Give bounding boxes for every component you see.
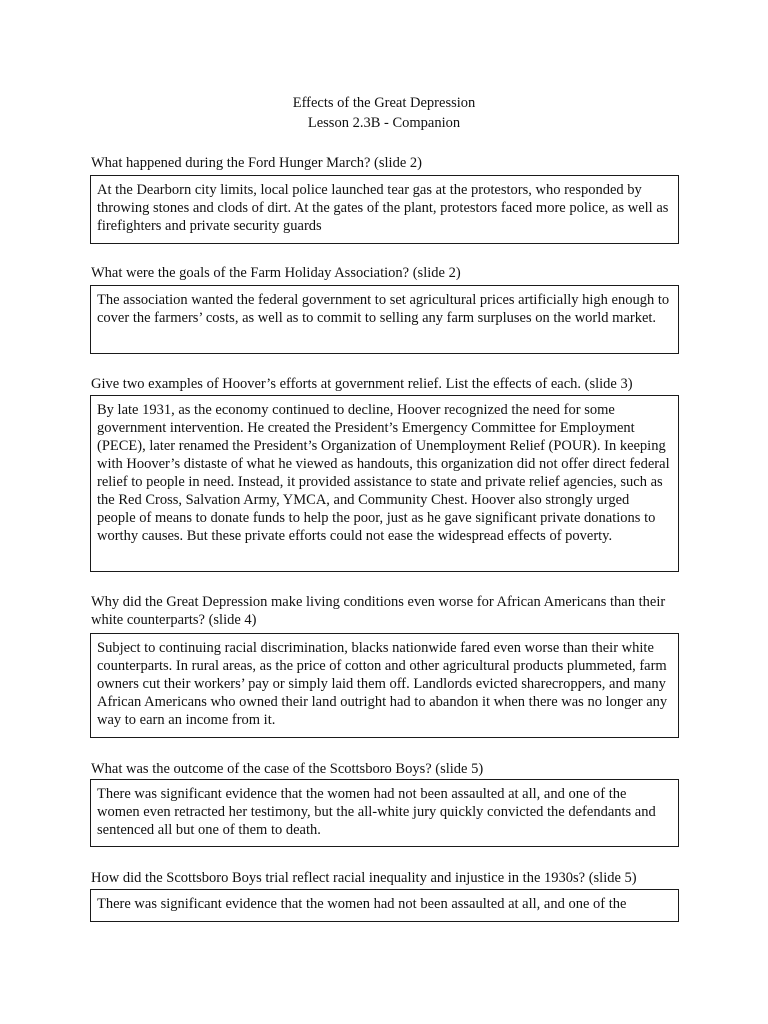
question-6: How did the Scottsboro Boys trial reflect racial inequality and injustice in the 1930s? (slide 5)	[91, 870, 637, 886]
question-2: What were the goals of the Farm Holiday Association? (slide 2)	[91, 265, 461, 281]
question-3: Give two examples of Hoover’s efforts at government relief. List the effects of each. (slide 3)	[91, 376, 633, 392]
document-subtitle: Lesson 2.3B - Companion	[307, 115, 461, 131]
answer-box-5[interactable]: There was significant evidence that the women had not been assaulted at all, and one of the women even retracted her testimony, but the all-white jury quickly convicted the defendants and sentenced all but one of them to death.	[90, 779, 679, 847]
document-title: Effects of the Great Depression	[292, 95, 476, 111]
answer-box-3[interactable]: By late 1931, as the economy continued to decline, Hoover recognized the need for some government intervention. He created the President’s Emergency Committee for Employment (PECE), later renamed the President’s Organization of Unemployment Relief (POUR). In keeping with Hoover’s distaste of what he viewed as handouts, this organization did not offer direct federal relief to people in need. Instead, it provided assistance to state and private relief agencies, such as the Red Cross, Salvation Army, YMCA, and Community Chest. Hoover also strongly urged people of means to donate funds to help the poor, just as he gave significant private donations to worthy causes. But these private efforts could not ease the widespread effects of poverty.	[90, 395, 679, 572]
answer-box-6[interactable]: There was significant evidence that the women had not been assaulted at all, and one of the	[90, 889, 679, 922]
question-1: What happened during the Ford Hunger March? (slide 2)	[91, 155, 422, 171]
question-4: Why did the Great Depression make living conditions even worse for African Americans than their white counterparts? (slide 4)	[91, 594, 666, 628]
answer-box-4[interactable]: Subject to continuing racial discrimination, blacks nationwide fared even worse than their white counterparts. In rural areas, as the price of cotton and other agricultural products plummeted, farm owners cut their workers’ pay or simply laid them off. Landlords evicted sharecroppers, and many African Americans who owned their land outright had to abandon it when there was no longer any way to earn an income from it.	[90, 633, 679, 738]
answer-box-1[interactable]: At the Dearborn city limits, local police launched tear gas at the protestors, who responded by throwing stones and clods of dirt. At the gates of the plant, protestors faced more police, as well as firefighters and private security guards	[90, 175, 679, 244]
answer-box-2[interactable]: The association wanted the federal government to set agricultural prices artificially high enough to cover the farmers’ costs, as well as to commit to selling any farm surpluses on the world market.	[90, 285, 679, 354]
question-5: What was the outcome of the case of the Scottsboro Boys? (slide 5)	[91, 761, 484, 777]
